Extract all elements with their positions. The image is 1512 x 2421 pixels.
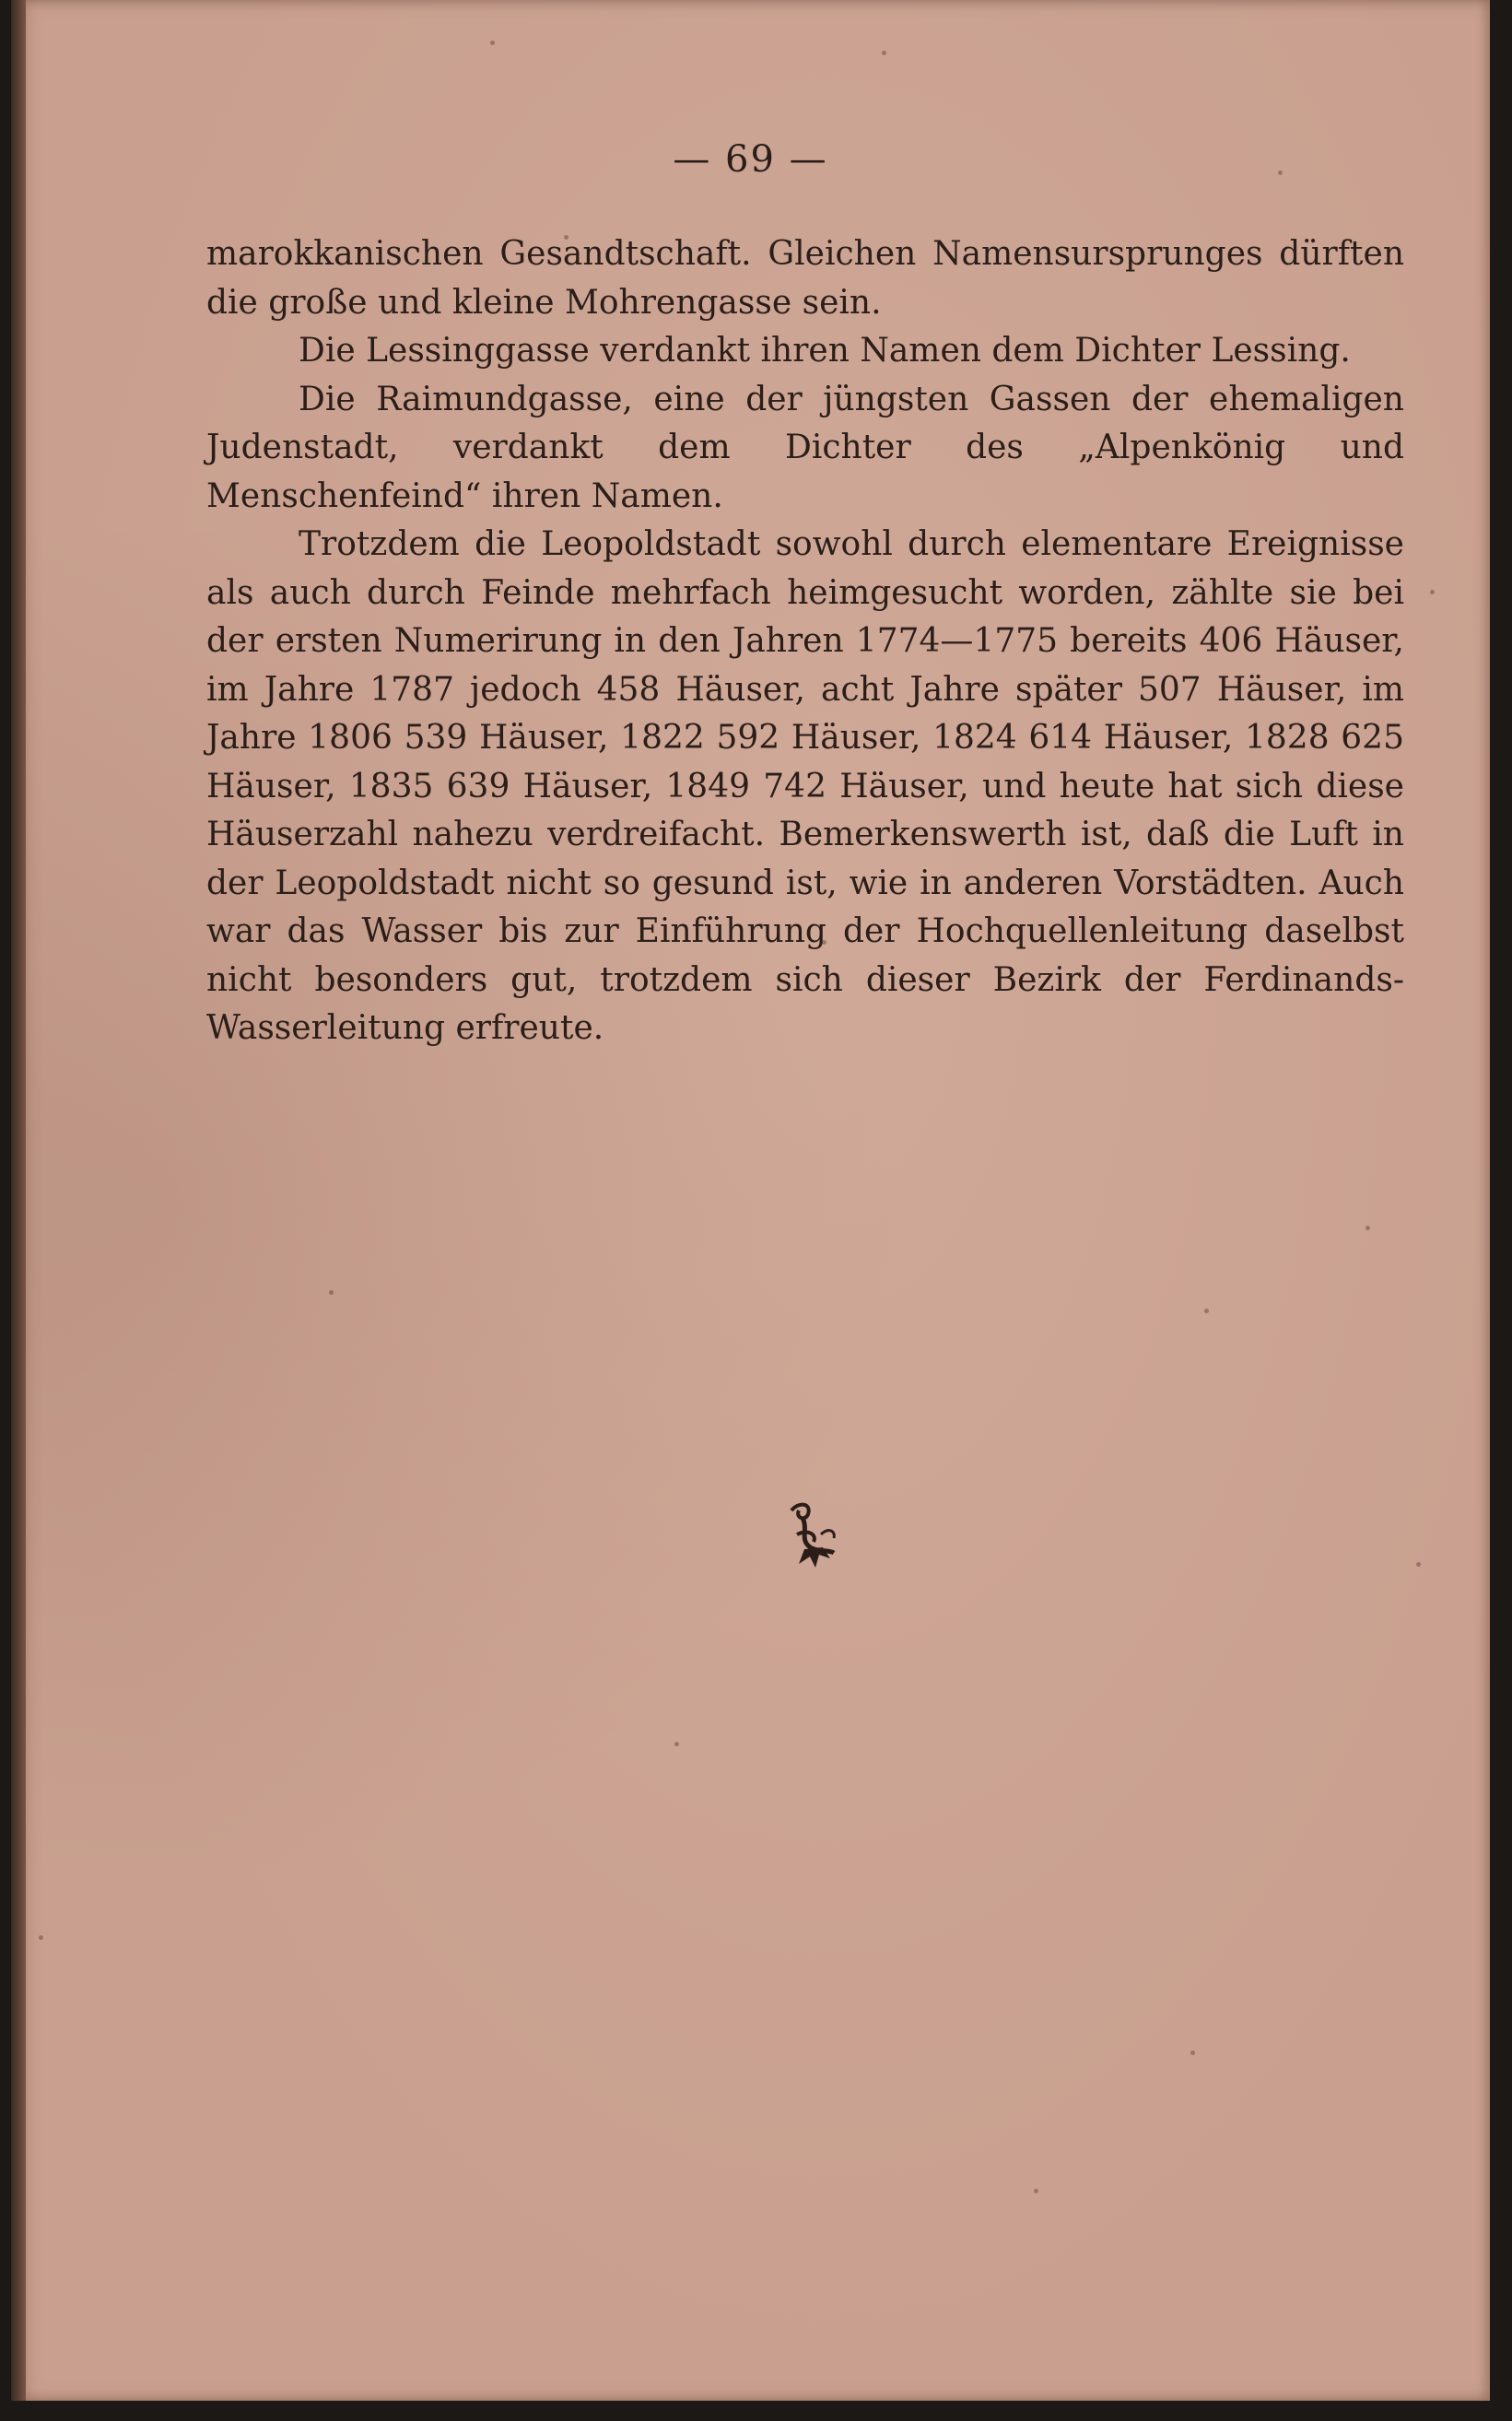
paper-speck (674, 1742, 679, 1746)
paper-speck (1365, 1226, 1370, 1230)
paper-speck (1430, 590, 1435, 594)
paragraph: Die Raimundgasse, eine der jüngsten Gassen der ehemaligen Judenstadt, verdankt dem Dichter des „Alpenkönig und Menschenfeind“ ihren Namen. (206, 380, 1404, 515)
floral-vignette-icon (780, 1498, 845, 1571)
paper-speck (490, 41, 495, 45)
paragraph: Die Lessinggasse verdankt ihren Namen dem Dichter Lessing. (299, 332, 1351, 370)
paper-speck (882, 51, 886, 55)
paper-speck (564, 235, 568, 240)
body-text (206, 230, 1404, 1053)
paper-speck (329, 1290, 334, 1295)
paper-speck (1416, 1562, 1421, 1567)
page-binding-edge (11, 0, 26, 2401)
paper-speck (1034, 2189, 1038, 2193)
paper-speck (1278, 170, 1283, 175)
paper-speck (39, 1935, 43, 1940)
page-number: — 69 — (673, 138, 828, 181)
book-page (11, 0, 1490, 2401)
paper-speck (1190, 2051, 1195, 2055)
paper-speck (1204, 1309, 1209, 1313)
paragraph: Trotzdem die Leopoldstadt sowohl durch elementare Ereignisse als auch durch Feinde mehrfach heimgesucht worden, zählte sie bei der ersten Numerirung in den Jahren 1774—1775 bereits 406 Häuser, im Jahre 1787 jedoch 458 Häuser, acht Jahre später 507 Häuser, im Jahre 1806 539 Häuser, 1822 592 Häuser, 1824 614 Häuser, 1828 625 Häuser, 1835 639 Häuser, 1849 742 Häuser, und heute hat sich diese Häuserzahl nahezu verdreifacht. Bemerkenswerth ist, daß die Luft in der Leopoldstadt nicht so gesund ist, wie in anderen Vorstädten. Auch war das Wasser bis zur Einführung der Hochquellenleitung daselbst nicht besonders gut, trotzdem sich dieser Bezirk der Ferdinands-Wasserleitung erfreute. (206, 525, 1404, 1047)
paper-speck (822, 940, 826, 945)
paragraph: marokkanischen Gesandtschaft. Gleichen Namensursprunges dürften die große und kleine Mohrengasse sein. (206, 235, 1404, 322)
